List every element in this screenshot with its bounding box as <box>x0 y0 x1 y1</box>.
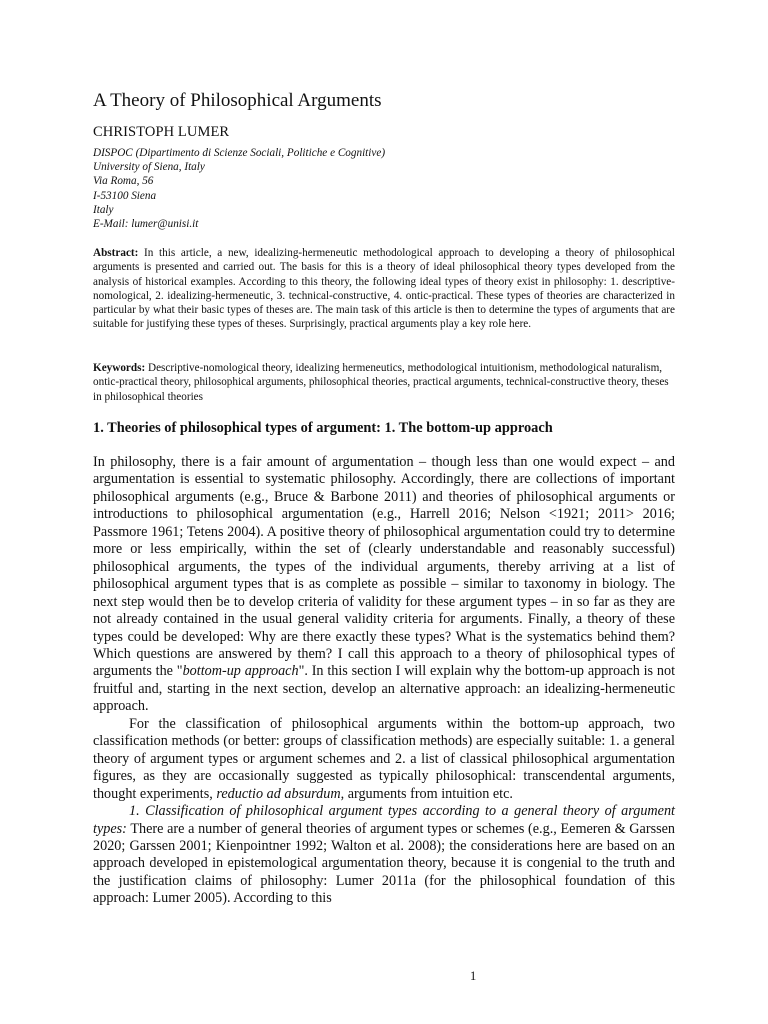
abstract-text: In this article, a new, idealizing-hermeneutic methodological approach to developing a theory of philosophical arguments is presented and carried out. The basis for this is a theory of ideal philosophical theory types developed from the analysis of historical examples. According to this theory, the following ideal types of theory exist in philosophy: 1. descriptive-nomological, 2. idealizing-hermeneutic, 3. technical-constructive, 4. ontic-practical. These types of theories are characterized in particular by what their basic types of theses are. The main task of this article is then to determine the types of arguments that are suitable for justifying these types of theses. Surprisingly, practical arguments play a key role here. <box>93 247 675 331</box>
paragraph-text: In philosophy, there is a fair amount of argumentation – though less than one would expect – and argumentation is essential to systematic philosophy. Accordingly, there are collections of important philosophical arguments (e.g., Bruce & Barbone 2011) and theories of philosophical arguments or introductions to philosophical argumentation (e.g., Harrell 2016; Nelson <1921; 2011> 2016; Passmore 1961; Tetens 2004). A positive theory of philosophical argumentation could try to determine more or less empirically, within the set of (clearly understandable and reasonably successful) philosophical arguments, the types of the individual arguments, thereby arriving at a list of philosophical argument types that is as complete as possible – similar to taxonomy in biology. The next step would then be to develop criteria of validity for these argument types – in so far as they are not already contained in the usual general validity criteria for arguments. Finally, a theory of these types could be developed: Why are there exactly these types? What is the systematics behind them? Which questions are answered by them? I call this approach to a theory of philosophical types of arguments the " <box>93 454 675 680</box>
emphasis-text: bottom-up approach <box>182 663 299 680</box>
abstract <box>93 246 675 332</box>
author-affiliation <box>93 146 385 231</box>
body-text <box>93 454 675 908</box>
paragraph <box>93 716 675 803</box>
paragraph-text: For the classification of philosophical arguments within the bottom-up approach, two classification methods (or better: groups of classification methods) are especially suitable: 1. a general theory of argument types or argument schemes and 2. a list of classical philosophical argumentation figures, as they are occasionally suggested as typically philosophical: transcendental arguments, thought experiments, <box>93 715 675 802</box>
abstract-label: Abstract: <box>93 247 139 259</box>
affiliation-line: University of Siena, Italy <box>93 161 205 174</box>
emphasis-text: reductio ad absurdum <box>216 785 341 802</box>
keywords-label: Keywords: <box>93 362 146 374</box>
emphasis-text: 1. Classification of philosophical argument types according to a general theory of argument types: <box>93 803 675 837</box>
keywords-text: Descriptive-nomological theory, idealizing hermeneutics, methodological intuitionism, methodological naturalism, ontic-practical theory, philosophical arguments, philosophical theories, practical arguments, technical-constructive theory, theses in philosophical theories <box>93 362 669 403</box>
paragraph <box>93 454 675 716</box>
page-number: 1 <box>470 969 477 983</box>
section-heading: 1. Theories of philosophical types of argument: 1. The bottom-up approach <box>93 420 553 436</box>
affiliation-line: Via Roma, 56 <box>93 175 154 188</box>
paragraph-text: , arguments from intuition etc. <box>340 785 513 802</box>
paper-title: A Theory of Philosophical Arguments <box>93 90 382 111</box>
affiliation-email: E-Mail: lumer@unisi.it <box>93 218 199 231</box>
paragraph-text: ". In this section I will explain why the bottom-up approach is not fruitful and, starting in the next section, develop an alternative approach: an idealizing-hermeneutic approach. <box>93 663 676 715</box>
paragraph <box>93 803 675 908</box>
keywords <box>93 361 675 404</box>
author-name: CHRISTOPH LUMER <box>93 124 230 140</box>
affiliation-line: I-53100 Siena <box>93 189 157 202</box>
affiliation-line: Italy <box>93 203 114 216</box>
paragraph-text: There are a number of general theories of argument types or schemes (e.g., Eemeren & Garssen 2020; Garssen 2001; Kienpointner 1992; Walton et al. 2008); the considerations here are based on an approach developed in epistemological argumentation theory, because it is congenial to the truth and the justification claims of philosophy: Lumer 2011a (for the philosophical foundation of this approach: Lumer 2005). According to this <box>93 820 675 907</box>
affiliation-line: DISPOC (Dipartimento di Scienze Sociali, Politiche e Cognitive) <box>93 147 386 159</box>
